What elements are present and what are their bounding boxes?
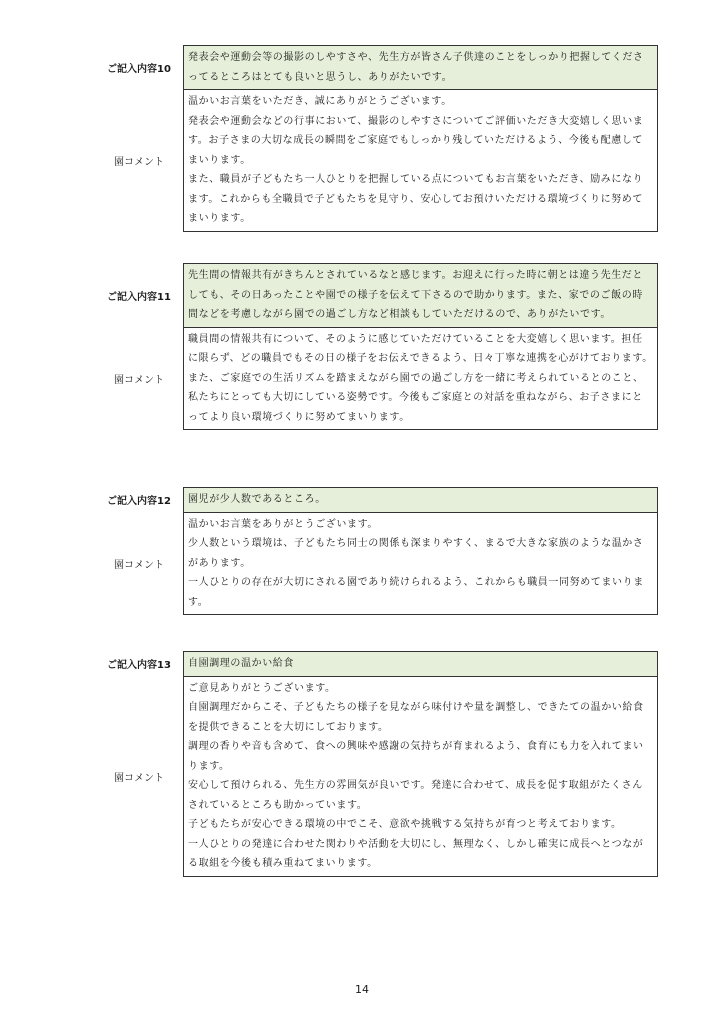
comment-label: 園コメント	[114, 375, 164, 387]
question-text: 先生間の情報共有がきちんとされているなと感じます。お迎えに行った時に朝とは違う先生だとしても、その日あったことや園での様子を伝えて下さるので助かります。また、家でのご飯の時間などを考慮しながら園での過ごし方など相談もしていただけるので、ありがたいです。	[183, 263, 658, 328]
entry-12	[95, 487, 658, 615]
question-text: 園児が少人数であるところ。	[183, 487, 658, 513]
comment-line: 自園調理だからこそ、子どもたちの様子を見ながら味付けや量を調整し、できたての温かい給食を提供できることを大切にしております。	[188, 702, 644, 733]
comment-line: 少人数という環境は、子どもたち同士の関係も深まりやすく、まるで大きな家族のような温かさがあります。	[188, 538, 644, 569]
comment-box	[183, 677, 658, 877]
comment-line: 職員間の情報共有について、そのように感じていただけていることを大変嬉しく思います。担任に限らず、どの職員でもその日の様子をお伝えできるよう、日々丁寧な連携を心がけております。	[188, 333, 653, 364]
question-row	[95, 487, 658, 513]
comment-line: 子どもたちが安心できる環境の中でこそ、意欲や挑戦する気持ちが育つと考えております。	[188, 819, 622, 830]
entry-10	[95, 45, 658, 232]
comment-row	[95, 677, 658, 877]
entry-label: ご記入内容12	[107, 496, 171, 508]
comment-line: また、職員が子どもたち一人ひとりを把握している点についてもお言葉をいただき、励みになります。これからも全職員で子どもたちを見守り、安心してお預けいただける環境づくりに努めてまいります。	[188, 174, 644, 224]
question-row	[95, 651, 658, 677]
comment-line: 安心して預けられる、先生方の雰囲気が良いです。発達に合わせて、成長を促す取組がたくさんされているところも助かっています。	[188, 780, 643, 811]
comment-box	[183, 328, 658, 431]
entry-label: ご記入内容11	[107, 291, 171, 303]
entry-11	[95, 263, 658, 430]
comment-row	[95, 513, 658, 616]
comment-line: ご意見ありがとうございます。	[188, 682, 336, 694]
comment-line: 一人ひとりの発達に合わせた関わりや活動を大切にし、無理なく、しかし確実に成長へとつながる取組を今後も積み重ねてまいります。	[188, 838, 644, 869]
comment-line: 温かいお言葉をいただき、誠にありがとうございます。	[188, 96, 452, 107]
question-text: 発表会や運動会等の撮影のしやすさや、先生方が皆さん子供達のことをしっかり把握してくださってるところはとても良いと思うし、ありがたいです。	[183, 45, 658, 90]
comment-box	[183, 513, 658, 616]
comment-label: 園コメント	[114, 560, 164, 572]
comment-box	[183, 90, 658, 232]
comment-line: 一人ひとりの存在が大切にされる園であり続けられるよう、これからも職員一同努めてまいります。	[188, 577, 644, 608]
entry-label: ご記入内容13	[107, 660, 171, 672]
question-row	[95, 263, 658, 328]
comment-row	[95, 90, 658, 232]
comment-line: 発表会や運動会などの行事において、撮影のしやすさについてご評価いただき大変嬉しく思います。お子さまの大切な成長の瞬間をご家庭でもしっかり残していただけるよう、今後も配慮してまいります。	[188, 115, 644, 166]
page-number: 14	[355, 983, 369, 996]
entry-label: ご記入内容10	[107, 64, 171, 75]
entry-13	[95, 651, 658, 877]
comment-label: 園コメント	[114, 773, 164, 784]
question-row	[95, 45, 658, 90]
question-text: 自園調理の温かい給食	[183, 651, 658, 677]
comment-line: また、ご家庭での生活リズムを踏まえながら園での過ごし方を一緒に考えられているとのこと、私たちにとっても大切にしている姿勢です。今後もご家庭との対話を重ねながら、お子さまにとってより良い環境づくりに努めてまいります。	[188, 372, 644, 423]
comment-line: 温かいお言葉をありがとうございます。	[188, 518, 378, 530]
comment-line: 調理の香りや音も含めて、食への興味や感謝の気持ちが育まれるよう、食育にも力を入れてまいります。	[188, 741, 644, 772]
comment-label: 園コメント	[114, 157, 164, 169]
comment-row	[95, 328, 658, 431]
